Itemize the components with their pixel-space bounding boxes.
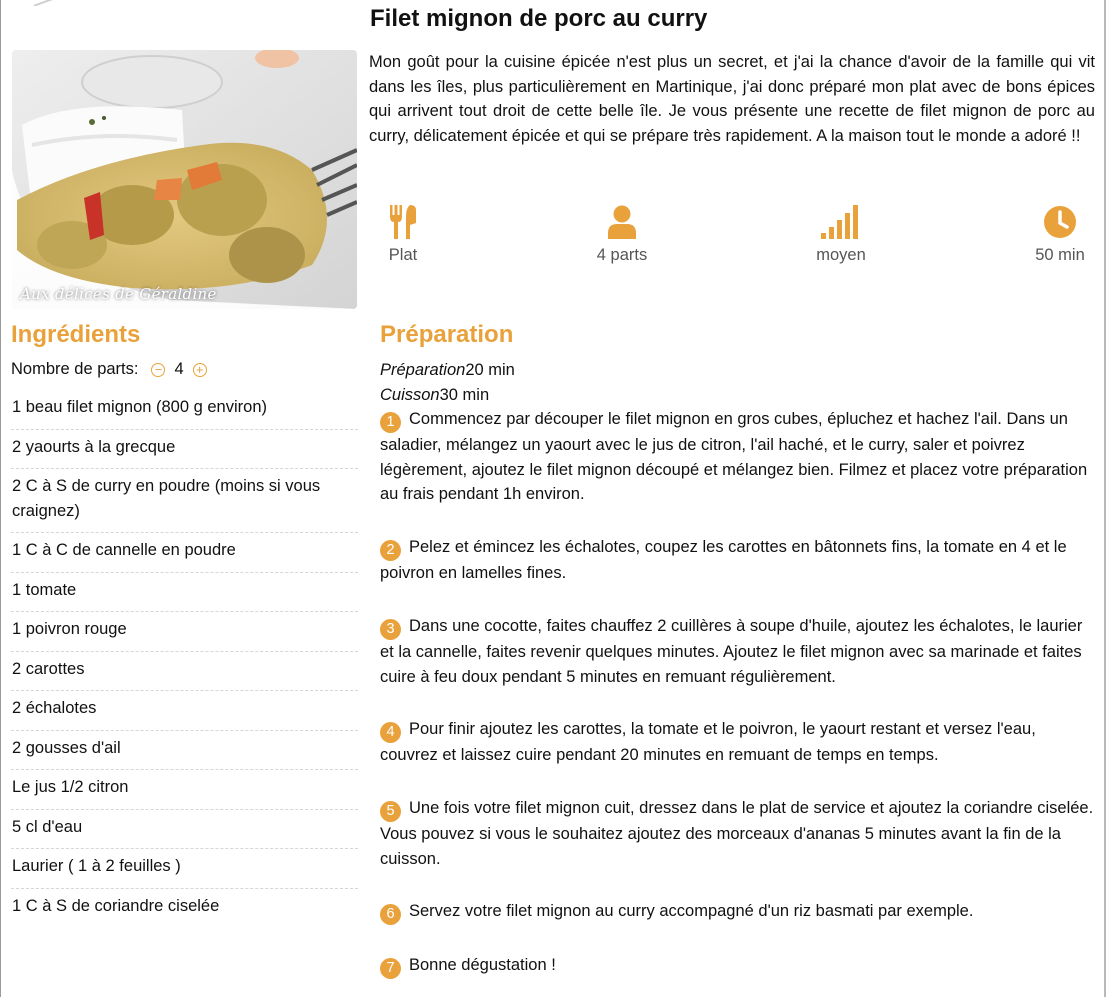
page-border-left [0, 0, 1, 997]
difficulty-bars-icon [781, 202, 901, 242]
step-number-badge: 6 [380, 904, 401, 925]
servings-label: Nombre de parts: [11, 360, 139, 378]
ingredient-item: 2 yaourts à la grecque [11, 430, 358, 470]
meta-servings [562, 202, 682, 265]
step-text: Pour finir ajoutez les carottes, la tomate et le poivron, le yaourt restant et versez l'eau, couvrez et laissez cuire pendant 20 minutes en remuant de temps en temps. [380, 720, 1036, 764]
meta-time [1000, 202, 1108, 265]
prep-time-value: 20 min [465, 361, 515, 379]
meta-difficulty-label: moyen [816, 246, 866, 264]
meta-difficulty [781, 202, 901, 265]
cook-time-value: 30 min [439, 385, 490, 404]
ingredient-item: 2 gousses d'ail [11, 731, 358, 771]
ingredient-item: Le jus 1/2 citron [11, 770, 358, 810]
ingredient-item: 1 C à S de coriandre ciselée [12, 896, 220, 915]
servings-count: 4 [174, 360, 184, 378]
step-6 [380, 899, 1098, 925]
step-number-badge: 5 [380, 801, 401, 822]
person-icon [562, 202, 682, 242]
step-number-badge: 7 [380, 958, 401, 979]
step-text: Pelez et émincez les échalotes, coupez les carottes en bâtonnets fins, la tomate en 4 et le poivron en lamelles fines. [380, 538, 1067, 582]
meta-category [343, 202, 463, 265]
prep-times [380, 358, 515, 407]
ingredient-item: 2 carottes [11, 652, 358, 692]
site-logo[interactable] [20, 0, 230, 6]
step-1 [380, 407, 1098, 507]
ingredients-list [11, 390, 358, 927]
step-text: Bonne dégustation ! [409, 956, 556, 974]
step-number-badge: 3 [380, 619, 401, 640]
step-7 [380, 953, 1098, 979]
step-number-badge: 4 [380, 722, 401, 743]
ingredient-item: 1 C à C de cannelle en poudre [11, 533, 358, 573]
recipe-photo[interactable] [12, 50, 357, 309]
step-5 [380, 796, 1098, 871]
meta-time-label: 50 min [1035, 246, 1085, 264]
meta-category-label: Plat [388, 246, 418, 264]
cutlery-icon [343, 202, 463, 242]
step-4 [380, 717, 1098, 768]
recipe-title: Filet mignon de porc au curry [370, 5, 708, 32]
recipe-photo-image [12, 50, 357, 309]
preparation-heading: Préparation [380, 321, 514, 348]
step-text: Dans une cocotte, faites chauffez 2 cuillères à soupe d'huile, ajoutez les échalotes, le laurier et la cannelle, faites revenir quelques minutes. Ajoutez le filet mignon avec sa marinade et faites cuire à feu doux pendant 5 minutes en remuant régulièrement. [380, 617, 1083, 686]
logo-swash [27, 0, 53, 6]
ingredient-item: 1 beau filet mignon (800 g environ) [11, 390, 358, 430]
ingredient-item: Laurier ( 1 à 2 feuilles ) [11, 849, 358, 889]
ingredients-heading: Ingrédients [11, 321, 141, 348]
clock-icon [1000, 202, 1108, 242]
ingredient-item: 1 tomate [11, 573, 358, 613]
ingredient-item: 5 cl d'eau [11, 810, 358, 850]
ingredient-item: 2 C à S de curry en poudre (moins si vous craignez) [11, 469, 358, 533]
prep-time-label: Préparation [380, 361, 466, 379]
servings-control [11, 360, 207, 379]
scrollbar-edge[interactable] [1104, 0, 1106, 997]
meta-servings-label: 4 parts [596, 246, 648, 264]
servings-increase-button[interactable]: + [193, 363, 207, 377]
servings-decrease-button[interactable]: − [151, 363, 165, 377]
step-number-badge: 1 [380, 412, 401, 433]
prep-time-row [380, 358, 515, 383]
photo-credit-watermark: Aux délices de Géraldine [20, 285, 217, 303]
recipe-intro: Mon goût pour la cuisine épicée n'est plus un secret, et j'ai la chance d'avoir de la famille qui vit dans les îles, plus particulièrement en Martinique, j'ai donc préparé mon plat avec de bons épices qui arrivent tout droit de cette belle île. Je vous présente une recette de filet mignon de porc au curry, délicatement épicée et qui se prépare très rapidement. A la maison tout le monde a adoré !! [369, 53, 1095, 145]
cook-time-row [380, 383, 515, 408]
cook-time-label: Cuisson [380, 385, 440, 404]
step-3 [380, 614, 1098, 689]
step-2 [380, 535, 1098, 586]
step-text: Une fois votre filet mignon cuit, dressez dans le plat de service et ajoutez la coriandre ciselée. Vous pouvez si vous le souhaitez ajoutez des morceaux d'ananas 5 minutes avant la fin de la cuisson. [380, 799, 1094, 868]
step-text: Commencez par découper le filet mignon en gros cubes, épluchez et hachez l'ail. Dans un saladier, mélangez un yaourt avec le jus de citron, l'ail haché, et le curry, saler et poivrez légèrement, ajoutez le filet mignon découpé et mélangez bien. Filmez et placez votre préparation au frais pendant 1h environ. [380, 410, 1088, 503]
step-number-badge: 2 [380, 540, 401, 561]
step-text: Servez votre filet mignon au curry accompagné d'un riz basmati par exemple. [409, 902, 974, 920]
ingredient-item: 2 échalotes [11, 691, 358, 731]
ingredient-item: 1 poivron rouge [11, 612, 358, 652]
